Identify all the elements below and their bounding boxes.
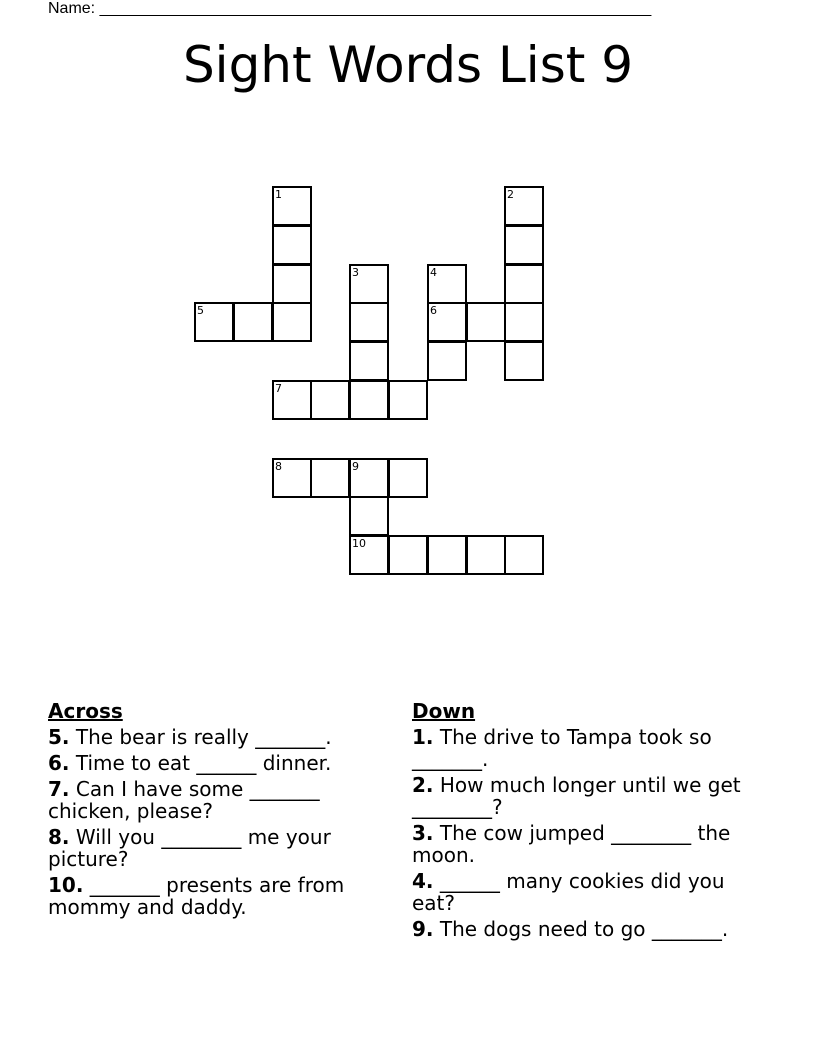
- clue-number: 9.: [412, 917, 434, 941]
- crossword-cell[interactable]: [272, 264, 312, 304]
- down-clues: [412, 700, 757, 944]
- crossword-cell[interactable]: [272, 186, 312, 226]
- crossword-cell[interactable]: [272, 225, 312, 265]
- crossword-cell[interactable]: [466, 302, 506, 342]
- clue-text: The dogs need to go _______.: [439, 917, 729, 941]
- cell-number: 2: [507, 188, 514, 201]
- across-clue: [48, 752, 393, 774]
- across-clue: [48, 778, 393, 822]
- clue-text: Time to eat ______ dinner.: [75, 751, 332, 775]
- clue-number: 6.: [48, 751, 70, 775]
- clue-text: The bear is really _______.: [75, 725, 332, 749]
- cell-number: 7: [275, 382, 282, 395]
- clue-number: 5.: [48, 725, 70, 749]
- crossword-cell[interactable]: [504, 264, 544, 304]
- clue-text: Can I have some _______ chicken, please?: [48, 777, 320, 823]
- crossword-cell[interactable]: [427, 341, 467, 381]
- crossword-cell[interactable]: [466, 535, 506, 575]
- crossword-cell[interactable]: [504, 302, 544, 342]
- cell-number: 8: [275, 460, 282, 473]
- across-clue: [48, 826, 393, 870]
- crossword-cell[interactable]: [349, 380, 389, 420]
- crossword-cell[interactable]: [388, 535, 428, 575]
- clue-text: Will you ________ me your picture?: [48, 825, 331, 871]
- crossword-cell[interactable]: [504, 341, 544, 381]
- crossword-cell[interactable]: [310, 458, 350, 498]
- crossword-cell[interactable]: [272, 302, 312, 342]
- crossword-cell[interactable]: [388, 380, 428, 420]
- down-clue: [412, 726, 757, 770]
- crossword-cell[interactable]: [349, 535, 389, 575]
- down-clue: [412, 870, 757, 914]
- down-clue: [412, 774, 757, 818]
- clue-number: 8.: [48, 825, 70, 849]
- crossword-cell[interactable]: [427, 302, 467, 342]
- crossword-cell[interactable]: [427, 264, 467, 304]
- clue-number: 7.: [48, 777, 70, 801]
- crossword-cell[interactable]: [427, 535, 467, 575]
- down-clue: [412, 918, 757, 940]
- across-clue: [48, 874, 393, 918]
- crossword-cell[interactable]: [504, 225, 544, 265]
- crossword-cell[interactable]: [349, 458, 389, 498]
- crossword-cell[interactable]: [349, 302, 389, 342]
- cell-number: 5: [197, 304, 204, 317]
- down-clue: [412, 822, 757, 866]
- crossword-cell[interactable]: [233, 302, 273, 342]
- across-clues: [48, 700, 393, 922]
- clue-number: 10.: [48, 873, 84, 897]
- name-line[interactable]: Name: ______________________________________________________________: [48, 0, 652, 17]
- clue-text: The drive to Tampa took so _______.: [412, 725, 712, 771]
- cell-number: 4: [430, 266, 437, 279]
- cell-number: 3: [352, 266, 359, 279]
- across-heading: Across: [48, 699, 123, 723]
- clue-text: _______ presents are from mommy and daddy.: [48, 873, 345, 919]
- crossword-cell[interactable]: [194, 302, 234, 342]
- clue-number: 4.: [412, 869, 434, 893]
- across-clue: [48, 726, 393, 748]
- crossword-cell[interactable]: [388, 458, 428, 498]
- crossword-cell[interactable]: [504, 186, 544, 226]
- crossword-cell[interactable]: [504, 535, 544, 575]
- clue-number: 1.: [412, 725, 434, 749]
- crossword-cell[interactable]: [349, 496, 389, 536]
- cell-number: 6: [430, 304, 437, 317]
- clue-text: How much longer until we get ________?: [412, 773, 741, 819]
- clue-number: 2.: [412, 773, 434, 797]
- cell-number: 9: [352, 460, 359, 473]
- clue-number: 3.: [412, 821, 434, 845]
- page-title: Sight Words List 9: [182, 36, 634, 94]
- clue-text: ______ many cookies did you eat?: [412, 869, 725, 915]
- clue-text: The cow jumped ________ the moon.: [412, 821, 731, 867]
- crossword-cell[interactable]: [272, 458, 312, 498]
- crossword-cell[interactable]: [349, 341, 389, 381]
- cell-number: 1: [275, 188, 282, 201]
- down-heading: Down: [412, 699, 476, 723]
- crossword-cell[interactable]: [272, 380, 312, 420]
- crossword-cell[interactable]: [310, 380, 350, 420]
- cell-number: 10: [352, 537, 366, 550]
- crossword-cell[interactable]: [349, 264, 389, 304]
